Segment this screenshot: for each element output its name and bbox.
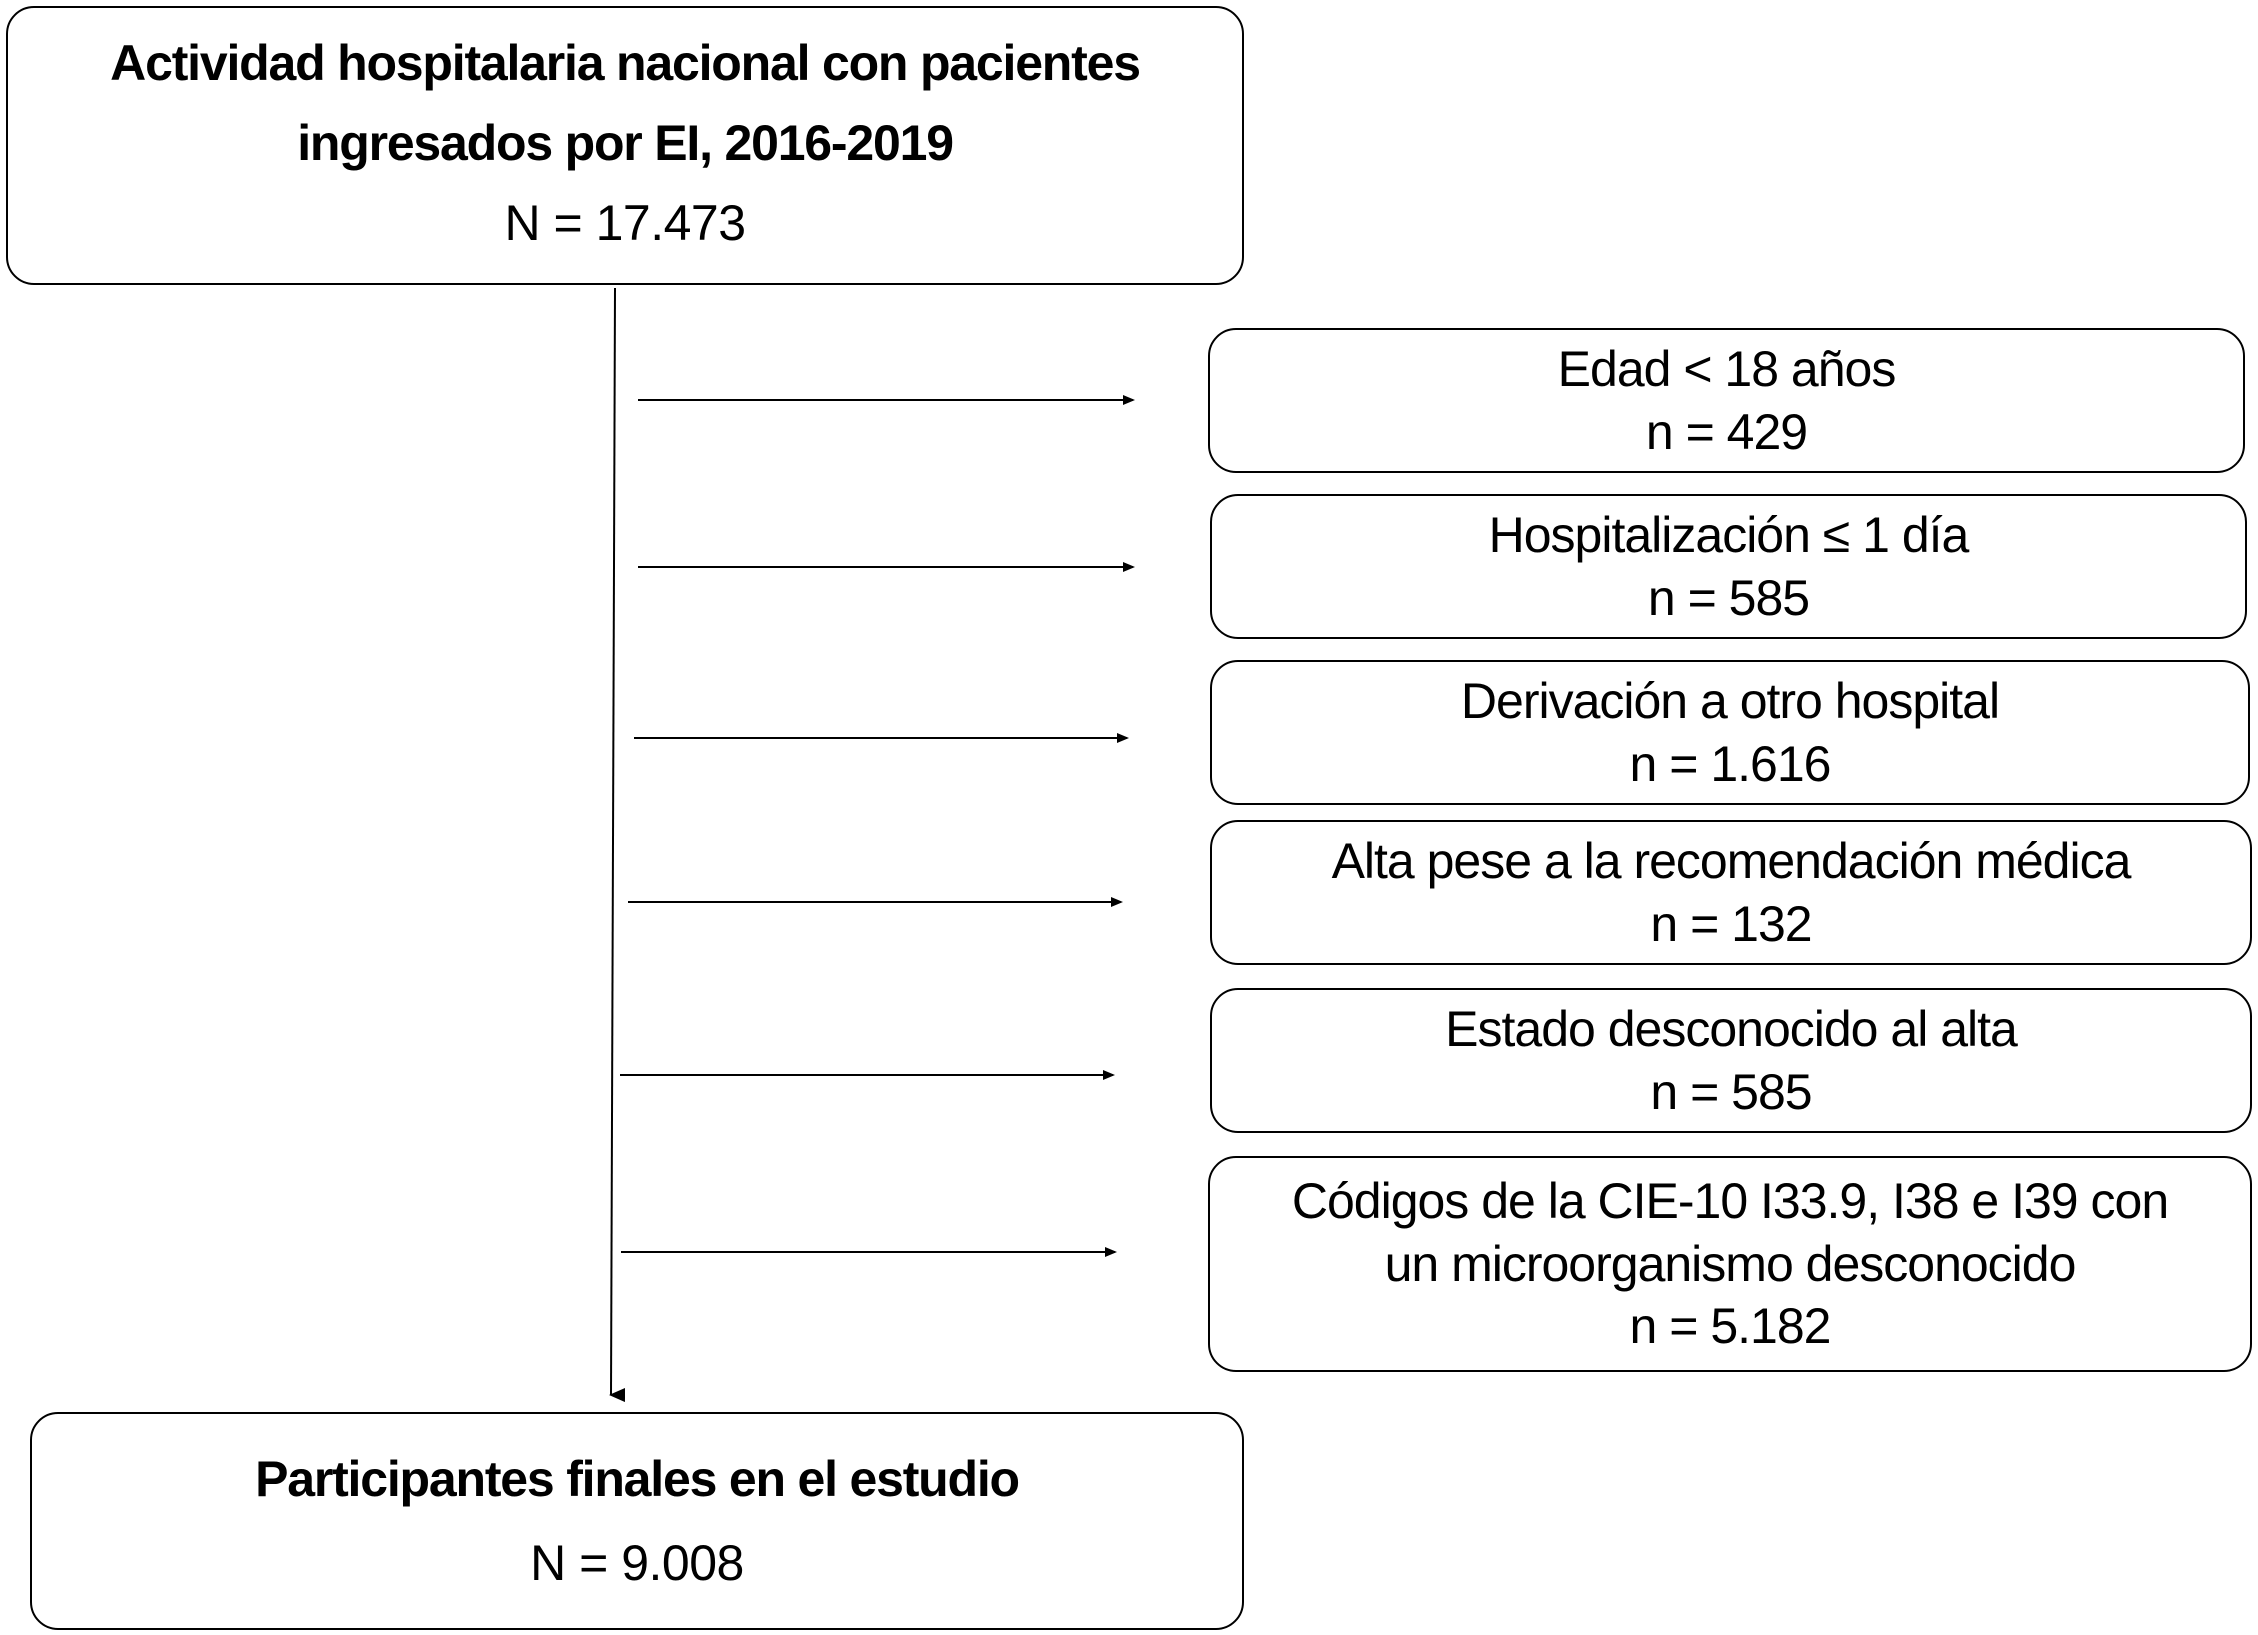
start-title-line-2: ingresados por EI, 2016-2019	[297, 114, 953, 171]
exclusion-count: n = 132	[1650, 895, 1812, 952]
final-count: N = 9.008	[530, 1535, 744, 1591]
start-population-box	[6, 6, 1244, 285]
start-count: N = 17.473	[504, 194, 746, 251]
exclusion-box-hospitalization	[1210, 494, 2247, 639]
exclusion-box-icd10-codes	[1208, 1156, 2252, 1372]
exclusion-count: n = 429	[1645, 403, 1808, 460]
exclusion-count: n = 585	[1650, 1063, 1812, 1120]
exclusion-count: n = 585	[1647, 569, 1810, 626]
exclusion-box-unknown-status	[1210, 988, 2252, 1133]
exclusion-label: Edad < 18 años	[1557, 341, 1896, 397]
final-title: Participantes finales en el estudio	[255, 1451, 1019, 1507]
exclusion-box-referral	[1210, 660, 2250, 805]
exclusion-count: n = 1.616	[1629, 735, 1831, 792]
start-title-line-1: Actividad hospitalaria nacional con pacientes	[110, 34, 1140, 91]
exclusion-box-age	[1208, 328, 2245, 473]
exclusion-label: Hospitalización ≤ 1 día	[1488, 507, 1969, 563]
exclusion-box-discharge-against-advice	[1210, 820, 2252, 965]
exclusion-label: un microorganismo desconocido	[1384, 1235, 2076, 1292]
exclusion-label: Derivación a otro hospital	[1460, 673, 2000, 729]
exclusion-label: Estado desconocido al alta	[1445, 1001, 2017, 1057]
exclusion-label: Códigos de la CIE-10 I33.9, I38 e I39 con	[1291, 1173, 2169, 1230]
exclusion-count: n = 5.182	[1629, 1298, 1831, 1355]
final-participants-box	[30, 1412, 1244, 1630]
exclusion-label: Alta pese a la recomendación médica	[1331, 833, 2131, 889]
main-flow-arrow	[611, 288, 615, 1395]
